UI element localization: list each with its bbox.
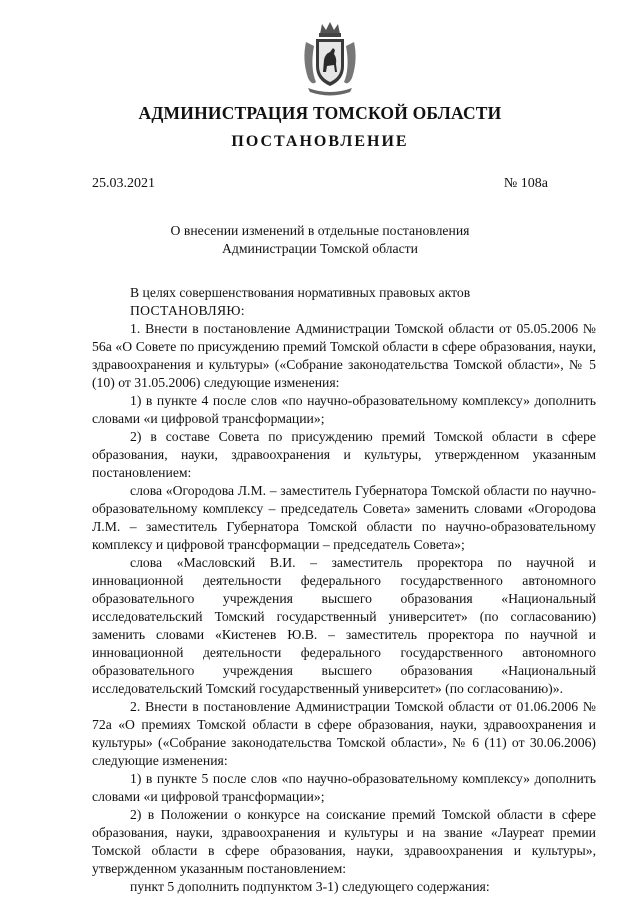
paragraph: слова «Масловский В.И. – заместитель проректора по научной и инновационной деятельности федерального государственного автономного образовательного учреждения высшего образования «Национальный исследовательский Томский государственный университет» (по согласованию) заменить словами «Кистенев Ю.В. – заместитель проректора по научной и инновационной деятельности федерального государственного автономного образовательного учреждения высшего образования «Национальный исследовательский Томский государственный университет» (по согласованию)». bbox=[92, 555, 596, 696]
paragraph: 1. Внести в постановление Администрации Томской области от 05.05.2006 № 56а «О Совете по присуждению премий Томской области в сфере образования, науки, здравоохранения и культуры» («Собрание законодательства Томской области», № 5 (10) от 31.05.2006) следующие изменения: bbox=[92, 321, 596, 390]
paragraph: слова «Огородова Л.М. – заместитель Губернатора Томской области по научно-образовательному комплексу – председатель Совета» заменить словами «Огородова Л.М. – заместитель Губернатора Томской области по научно-образовательному комплексу и цифровой трансформации – председатель Совета»; bbox=[92, 483, 596, 552]
organization-title: АДМИНИСТРАЦИЯ ТОМСКОЙ ОБЛАСТИ bbox=[138, 103, 502, 123]
document-body bbox=[92, 284, 596, 896]
decree-word: ПОСТАНОВЛЯЮ: bbox=[130, 303, 245, 318]
document-date: 25.03.2021 bbox=[92, 176, 155, 191]
paragraph: 1) в пункте 5 после слов «по научно-образовательному комплексу» дополнить словами «и цифровой трансформации»; bbox=[92, 771, 596, 804]
subject-line: О внесении изменений в отдельные постановления bbox=[170, 223, 470, 238]
paragraph: 2. Внести в постановление Администрации Томской области от 01.06.2006 № 72а «О премиях Томской области в сфере образования, науки, здравоохранения и культуры» («Собрание законодательства Томской области», № 6 (11) от 30.06.2006) следующие изменения: bbox=[92, 699, 596, 768]
paragraph: пункт 5 дополнить подпунктом 3-1) следующего содержания: bbox=[130, 879, 490, 894]
preamble: В целях совершенствования нормативных правовых актов bbox=[130, 285, 471, 300]
paragraph: 2) в составе Совета по присуждению премий Томской области в сфере образования, науки, здравоохранения и культуры, утвержденном указанным постановлением: bbox=[92, 429, 596, 480]
document-type: ПОСТАНОВЛЕНИЕ bbox=[231, 133, 409, 150]
coat-of-arms-icon bbox=[300, 20, 360, 98]
paragraph: 1) в пункте 4 после слов «по научно-образовательному комплексу» дополнить словами «и цифровой трансформации»; bbox=[92, 393, 596, 426]
document-subject bbox=[0, 222, 640, 258]
document-number: № 108а bbox=[503, 176, 548, 191]
paragraph: 2) в Положении о конкурсе на соискание премий Томской области в сфере образования, науки, здравоохранения и культуры и на звание «Лауреат премии Томской области в сфере образования, науки, здравоохранения и культуры», утвержденном указанным постановлением: bbox=[92, 807, 596, 876]
subject-line: Администрации Томской области bbox=[222, 241, 418, 256]
